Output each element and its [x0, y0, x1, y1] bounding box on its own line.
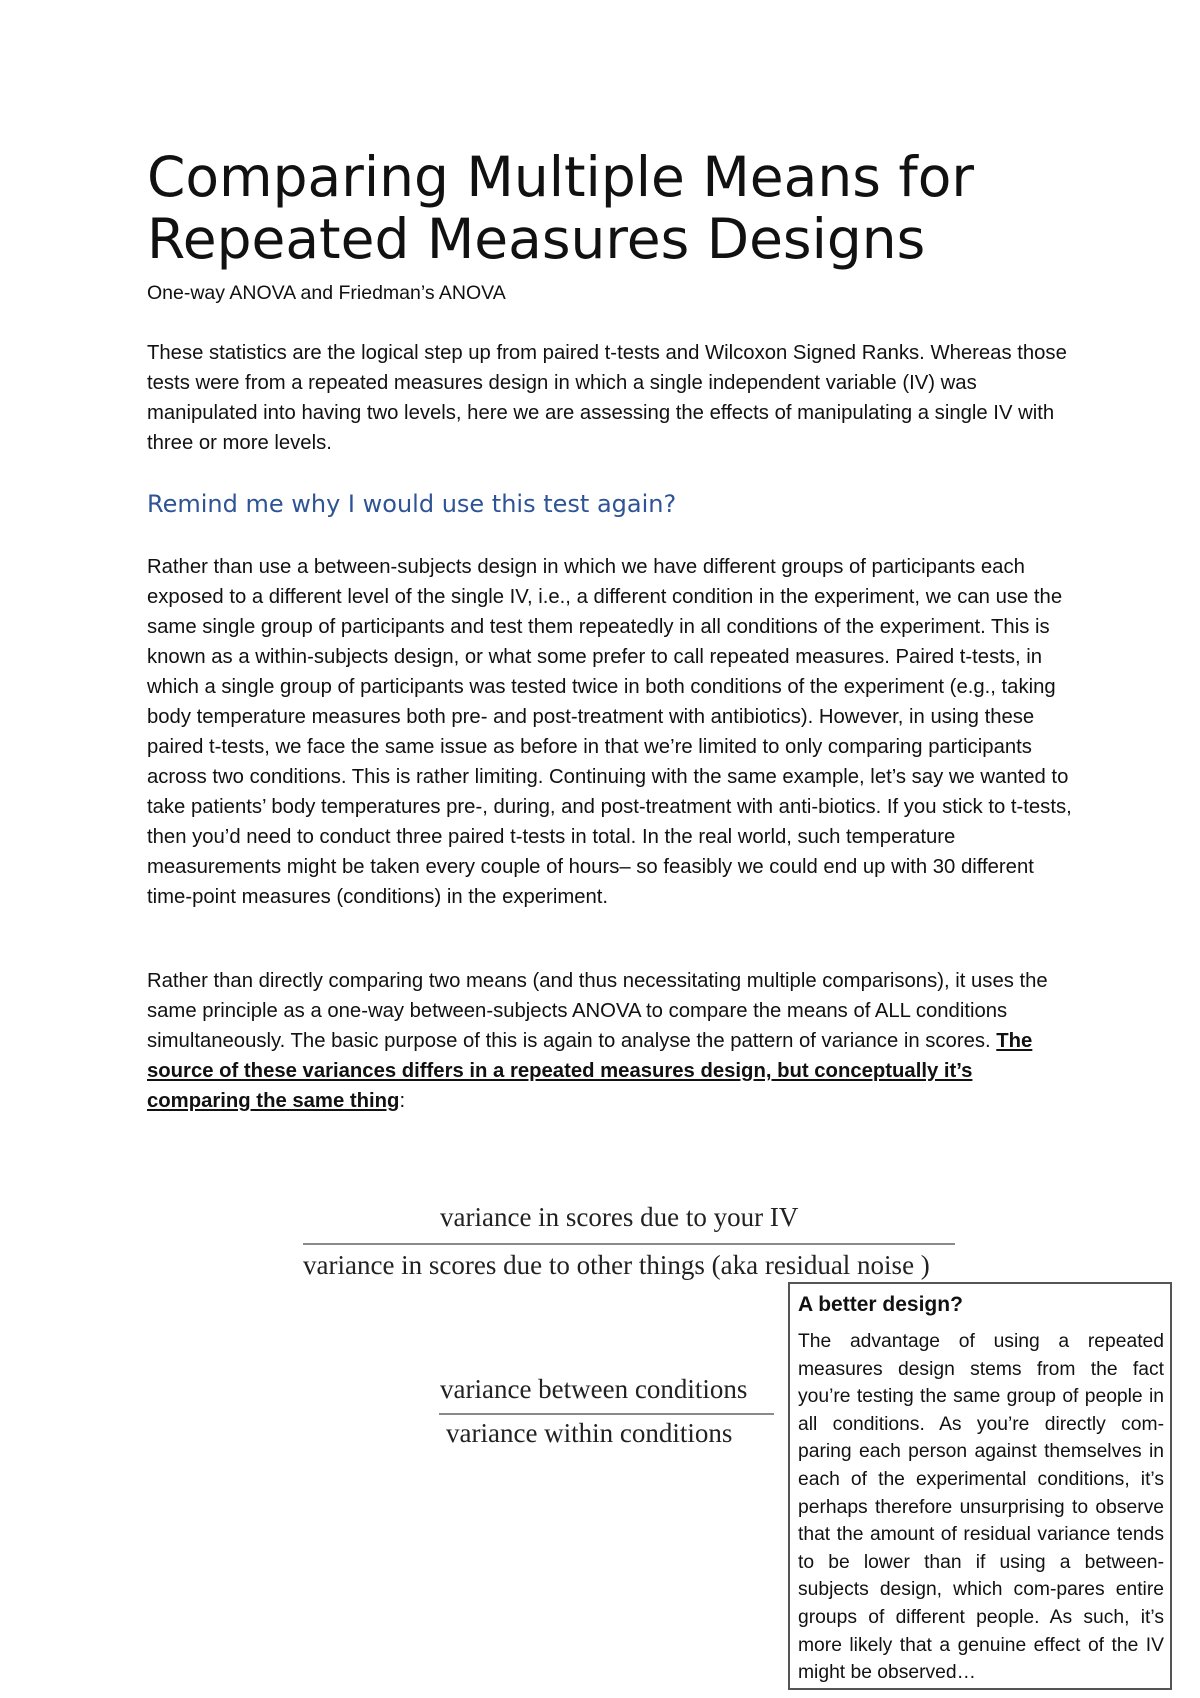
callout-box	[788, 1282, 1172, 1690]
ratio1-denominator: variance in scores due to other things (aka residual noise )	[303, 1250, 930, 1280]
ratio2-fraction-line	[439, 1413, 774, 1415]
anova-tail: :	[399, 1090, 406, 1112]
callout-title: A better design?	[798, 1293, 963, 1316]
anova-emphasis: The source of these variances differs in a repeated measures design, but conceptually it’s comparing the same thing	[147, 1030, 1033, 1112]
callout-body: The advantage of using a repeated measures design stems from the fact you’re testing the same group of people in all conditions. As you’re directly com-paring each person against themselves in each of the experimental conditions, it’s perhaps therefore unsurprising to observe that the amount of residual variance tends to be lower than if using a between-subjects design, which com-pares entire groups of different people. As such, it’s more likely that a genuine effect of the IV might be observed…	[798, 1331, 1164, 1684]
page-subtitle: One-way ANOVA and Friedman’s ANOVA	[147, 282, 506, 304]
ratio2-denominator: variance within conditions	[446, 1418, 733, 1448]
ratio1-numerator: variance in scores due to your IV	[440, 1202, 799, 1232]
ratio1-fraction-line	[303, 1243, 955, 1245]
anova-text: Rather than directly comparing two means (and thus necessitating multiple comparisons), it uses the same principle as a one-way between-subjects ANOVA to compare the means of ALL conditions simultaneously. The basic purpose of this is again to analyse the pattern of variance in scores.	[147, 970, 1048, 1052]
anova-paragraph	[147, 966, 1077, 1116]
section-body-paragraph: Rather than use a between-subjects design in which we have different groups of participants each exposed to a different level of the single IV, i.e., a different condition in the experiment, we can use the same single group of participants and test them repeatedly in all conditions of the experiment. This is known as a within-subjects design, or what some prefer to call repeated measures. Paired t-tests, in which a single group of participants was tested twice in both conditions of the experiment (e.g., taking body temperature measures both pre- and post-treatment with antibiotics). However, in using these paired t-tests, we face the same issue as before in that we’re limited to only comparing participants across two conditions. This is rather limiting. Continuing with the same example, let’s say we wanted to take patients’ body temperatures pre-, during, and post-treatment with anti-biotics. If you stick to t-tests, then you’d need to conduct three paired t-tests in total. In the real world, such temperature measurements might be taken every couple of hours– so feasibly we could end up with 30 different time-point measures (conditions) in the experiment.	[147, 556, 1072, 908]
ratio2-numerator: variance between conditions	[440, 1374, 748, 1404]
section-heading: Remind me why I would use this test again?	[147, 490, 677, 518]
page-title: Comparing Multiple Means for Repeated Measures Designs	[147, 145, 974, 271]
intro-paragraph: These statistics are the logical step up from paired t-tests and Wilcoxon Signed Ranks. Whereas those tests were from a repeated measures design in which a single independent variable (IV) was manipulated into having two levels, here we are assessing the effects of manipulating a single IV with three or more levels.	[147, 342, 1067, 454]
